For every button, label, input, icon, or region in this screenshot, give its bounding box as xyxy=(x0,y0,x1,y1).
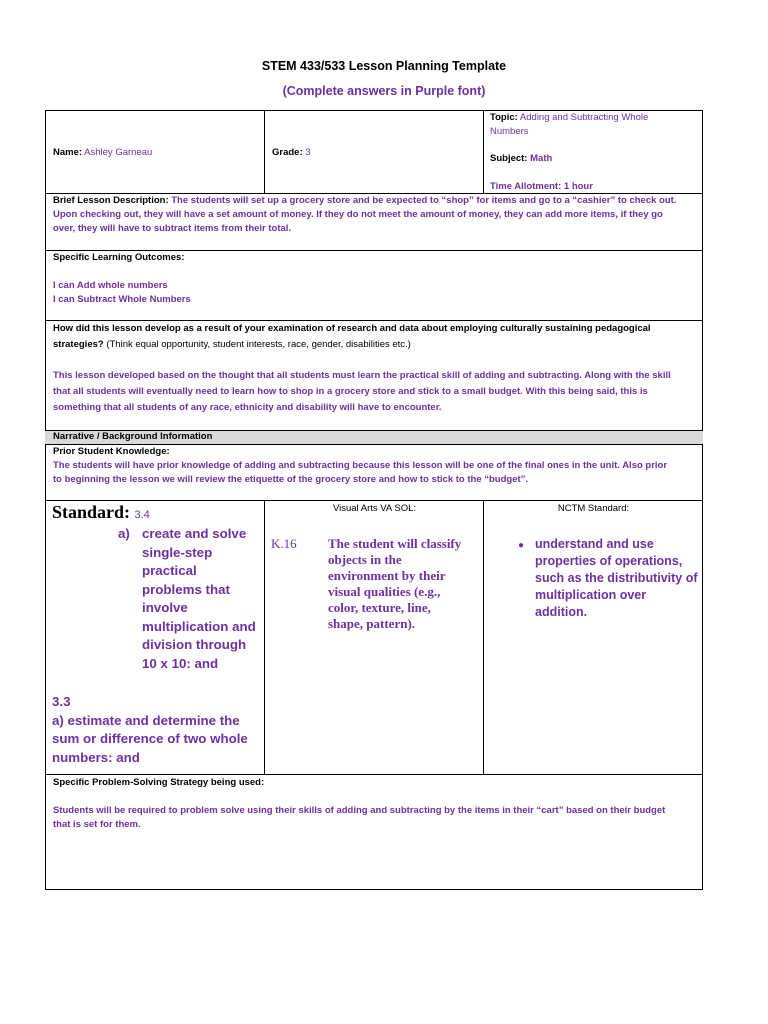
brief-description xyxy=(53,194,698,236)
va-code: K.16 xyxy=(271,536,297,551)
page-subtitle: (Complete answers in Purple font) xyxy=(282,84,486,98)
std2-code: 3.3 xyxy=(52,694,71,709)
brief-line3: over, they will have to subtract items from their total. xyxy=(53,223,292,234)
nctm-line: addition. xyxy=(535,605,588,619)
brief-line1: The students will set up a grocery store and be expected to “shop” for items and go to a “cashier” to check out. xyxy=(171,195,677,206)
va-line: environment by their xyxy=(328,568,446,583)
name-label: Name: xyxy=(53,147,83,158)
topic-label: Topic: xyxy=(490,112,518,123)
std-a-line: 10 x 10: and xyxy=(142,655,219,671)
nctm-line: properties of operations, xyxy=(535,554,683,568)
outcomes-label: Specific Learning Outcomes: xyxy=(53,252,185,263)
standard-code: 3.4 xyxy=(134,509,150,521)
std2-line: sum or difference of two whole xyxy=(52,731,248,746)
nctm-line: multiplication over xyxy=(535,588,647,602)
standard-3-3 xyxy=(52,693,262,767)
std-a-line: multiplication and xyxy=(142,618,256,634)
grade-field xyxy=(272,146,311,160)
name-field xyxy=(53,146,152,160)
outcome-item: I can Add whole numbers xyxy=(53,280,168,291)
standard-label: Standard: xyxy=(52,502,131,522)
nctm-line: understand and use xyxy=(535,537,654,551)
standard-3-4-a xyxy=(118,525,262,673)
va-line: objects in the xyxy=(328,552,402,567)
std-a-marker: a) xyxy=(118,526,130,541)
problem-solving-section xyxy=(53,776,698,832)
bullet-icon: ● xyxy=(518,540,525,551)
page-title: STEM 433/533 Lesson Planning Template xyxy=(261,59,507,73)
subject-value: Math xyxy=(530,153,553,164)
nctm-line: such as the distributivity of xyxy=(535,571,698,585)
research-answer-line2: that all students will eventually need to learn how to shop in a grocery store and stick to a small budget. With this being said, this is xyxy=(53,386,648,397)
grade-label: Grade: xyxy=(272,147,303,158)
brief-line2: Upon checking out, they will have a set amount of money. If they do not meet the amount of money, they can add more items, if they go xyxy=(53,209,663,220)
research-answer-line1: This lesson developed based on the thought that all students must learn the practical skill of adding and subtracting. Along with the skill xyxy=(53,370,671,381)
va-line: The student will classify xyxy=(328,536,462,551)
visual-arts-cell xyxy=(271,536,481,632)
nctm-item xyxy=(518,536,699,621)
lesson-plan-table xyxy=(45,110,703,890)
std2-line: a) estimate and determine the xyxy=(52,712,240,728)
research-section xyxy=(53,321,698,416)
va-line: visual qualities (e.g., xyxy=(328,584,441,599)
std-a-line: problems that xyxy=(142,581,230,597)
narrative-header: Narrative / Background Information xyxy=(53,431,213,442)
prior-knowledge-line2: to beginning the lesson we will review the etiquette of the grocery store and how to stick to the “budget”. xyxy=(53,474,529,485)
subject-field xyxy=(490,152,552,166)
prior-knowledge-label: Prior Student Knowledge: xyxy=(53,446,170,457)
research-question-strategies: strategies? xyxy=(53,339,104,350)
outcome-item: I can Subtract Whole Numbers xyxy=(53,294,191,305)
std-a-line: division through xyxy=(142,637,247,652)
problem-solving-label: Specific Problem-Solving Strategy being used: xyxy=(53,777,265,788)
time-field xyxy=(490,180,593,194)
research-question-hint: (Think equal opportunity, student interests, race, gender, disabilities etc.) xyxy=(106,339,411,350)
std-a-line: single-step xyxy=(142,544,213,560)
problem-solving-line1: Students will be required to problem solve using their skills of adding and subtracting by the items in their “cart” based on their budget xyxy=(53,805,666,816)
topic-value-line1: Adding and Subtracting Whole xyxy=(519,112,649,123)
time-value: 1 hour xyxy=(563,181,593,192)
prior-knowledge-line1: The students will have prior knowledge of adding and subtracting because this lesson will be one of the final ones in the unit. Also prior xyxy=(53,460,668,471)
research-answer-line3: something that all students of any race, ethnicity and disability will have to encounter. xyxy=(53,402,442,413)
learning-outcomes xyxy=(53,251,191,307)
visual-arts-header: Visual Arts VA SOL: xyxy=(332,503,417,514)
grade-value: 3 xyxy=(305,147,311,158)
topic-value-line2: Numbers xyxy=(490,126,529,137)
std-a-line: practical xyxy=(142,563,197,578)
brief-label: Brief Lesson Description: xyxy=(53,195,169,206)
nctm-cell xyxy=(519,536,699,621)
std-a-line: involve xyxy=(142,600,188,615)
va-line: shape, pattern). xyxy=(328,616,416,631)
std-a-line: create and solve xyxy=(142,526,247,541)
standard-cell xyxy=(52,502,262,767)
time-label: Time Allotment: xyxy=(490,181,562,192)
nctm-header: NCTM Standard: xyxy=(557,503,630,514)
prior-knowledge xyxy=(53,445,698,487)
name-value: Ashley Garneau xyxy=(84,147,153,158)
topic-field xyxy=(490,111,695,139)
research-question-line1: How did this lesson develop as a result of your examination of research and data about employing culturally sustaining pedagogical xyxy=(53,323,651,334)
subject-label: Subject: xyxy=(490,153,528,164)
va-line: color, texture, line, xyxy=(328,600,431,615)
std2-line: numbers: and xyxy=(52,749,140,765)
problem-solving-line2: that is set for them. xyxy=(53,819,141,830)
